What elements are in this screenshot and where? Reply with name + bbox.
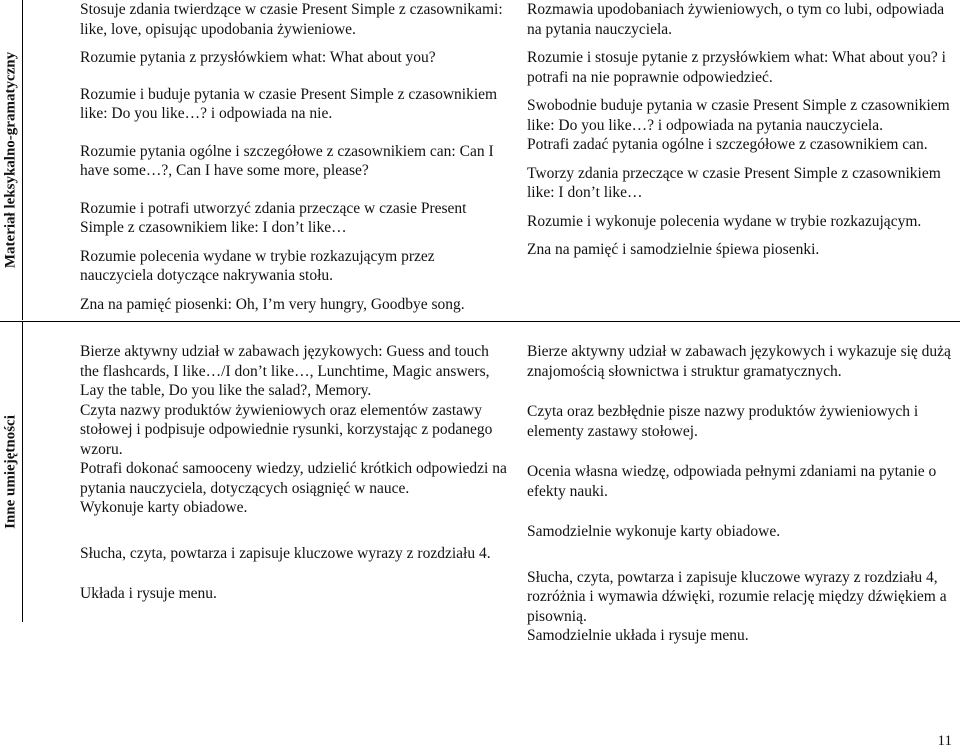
requirement-text: Wykonuje karty obiadowe. bbox=[80, 499, 248, 516]
requirement-text: Rozumie pytania z przysłówkiem what: What about you? bbox=[80, 49, 436, 66]
requirement-text: Rozumie i stosuje pytanie z przysłówkiem what: What about you? i potrafi na nie poprawnie odpowiedzieć. bbox=[527, 49, 946, 86]
requirement-text: Zna na pamięć piosenki: Oh, I’m very hungry, Goodbye song. bbox=[80, 295, 465, 313]
section-other-skills bbox=[0, 322, 960, 754]
requirement-text: Bierze aktywny udział w zabawach językowych: Guess and touch the flashcards, I like…/I don’t like…, Lunchtime, Magic answers, Lay the table, Do you like the salad?, Memory. bbox=[80, 343, 490, 399]
page-number: 11 bbox=[937, 733, 952, 749]
requirement-text: Stosuje zdania twierdzące w czasie Present Simple z czasownikami: like, love, opisując upodobania żywieniowe. bbox=[80, 1, 503, 38]
section-label-text: Inne umiejętności bbox=[2, 415, 19, 529]
requirement-text: Słucha, czyta, powtarza i zapisuje kluczowe wyrazy z rozdziału 4, rozróżnia i wymawia dźwięki, rozumie relację między dźwiękiem a pisownią. bbox=[527, 568, 947, 625]
requirement-text: Rozumie polecenia wydane w trybie rozkazującym przez nauczyciela dotyczące nakrywania stołu. bbox=[80, 247, 435, 284]
requirement-text: Rozumie pytania ogólne i szczegółowe z czasownikiem can: Can I have some…?, Can I have some more, please? bbox=[80, 142, 494, 179]
requirement-text: Potrafi zadać pytania ogólne i szczegółowe z czasownikiem can. bbox=[527, 136, 928, 153]
requirement-text: Potrafi dokonać samooceny wiedzy, udzielić krótkich odpowiedzi na pytania nauczyciela, dotyczących osiągnięć w nauce. bbox=[80, 460, 507, 497]
right-column bbox=[527, 342, 952, 646]
section-label bbox=[0, 322, 22, 622]
requirement-text: Tworzy zdania przeczące w czasie Present Simple z czasownikiem like: I don’t like… bbox=[527, 164, 941, 201]
requirement-text: Samodzielnie układa i rysuje menu. bbox=[527, 627, 749, 644]
right-column bbox=[527, 0, 952, 260]
left-column bbox=[80, 342, 510, 604]
left-column bbox=[80, 0, 510, 314]
divider-line bbox=[22, 322, 23, 622]
divider-line bbox=[22, 0, 23, 320]
requirement-text: Rozumie i buduje pytania w czasie Present Simple z czasownikiem like: Do you like…? i odpowiada na nie. bbox=[80, 85, 498, 122]
requirement-text: Czyta oraz bezbłędnie pisze nazwy produktów żywieniowych i elementy zastawy stołowej. bbox=[527, 403, 919, 440]
requirement-text: Rozmawia upodobaniach żywieniowych, o tym co lubi, odpowiada na pytania nauczyciela. bbox=[527, 1, 945, 38]
requirement-text: Słucha, czyta, powtarza i zapisuje kluczowe wyrazy z rozdziału 4. bbox=[80, 544, 491, 562]
requirement-text: Samodzielnie wykonuje karty obiadowe. bbox=[527, 523, 781, 540]
requirement-text: Układa i rysuje menu. bbox=[80, 585, 217, 602]
requirement-text: Czyta nazwy produktów żywieniowych oraz elementów zastawy stołowej i podpisuje odpowiednie rysunki, korzystając z podanego wzoru. bbox=[80, 401, 493, 458]
requirement-text: Rozumie i potrafi utworzyć zdania przeczące w czasie Present Simple z czasownikiem like: I don’t like… bbox=[80, 199, 467, 236]
section-material bbox=[0, 0, 960, 320]
requirement-text: Bierze aktywny udział w zabawach językowych i wykazuje się dużą znajomością słownictwa i struktur gramatycznych. bbox=[527, 343, 951, 380]
requirement-text: Rozumie i wykonuje polecenia wydane w trybie rozkazującym. bbox=[527, 212, 922, 230]
requirement-text: Zna na pamięć i samodzielnie śpiewa piosenki. bbox=[527, 241, 820, 258]
section-label bbox=[0, 0, 22, 320]
requirement-text: Swobodnie buduje pytania w czasie Present Simple z czasownikiem like: Do you like…? i odpowiada na pytania nauczyciela. bbox=[527, 97, 950, 134]
section-label-text: Materiał leksykalno-gramatyczny bbox=[2, 51, 19, 269]
requirement-text: Ocenia własna wiedzę, odpowiada pełnymi zdaniami na pytanie o efekty nauki. bbox=[527, 463, 937, 500]
